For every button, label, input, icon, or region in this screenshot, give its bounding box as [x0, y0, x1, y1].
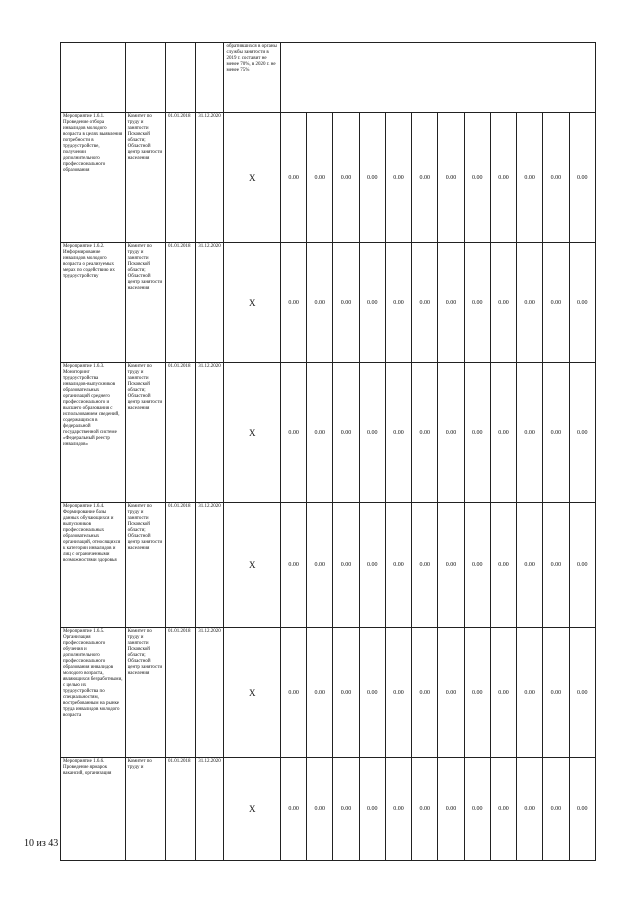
start-date: 01.01.2018 [165, 243, 195, 363]
funding-value: 0.00 [333, 503, 359, 628]
funding-value: 0.00 [569, 113, 595, 243]
funding-value: 0.00 [385, 243, 411, 363]
indicator-mark: Х [224, 503, 281, 628]
funding-value: 0.00 [569, 243, 595, 363]
funding-value: 0.00 [438, 628, 464, 758]
program-measures-table [60, 42, 596, 861]
funding-value: 0.00 [464, 243, 490, 363]
funding-value: 0.00 [359, 243, 385, 363]
indicator-mark: Х [224, 758, 281, 861]
cell-empty [61, 43, 126, 113]
funding-value: 0.00 [307, 113, 333, 243]
funding-value: 0.00 [490, 503, 516, 628]
funding-value: 0.00 [438, 243, 464, 363]
table-row [61, 363, 596, 503]
funding-value: 0.00 [333, 628, 359, 758]
end-date: 31.12.2020 [196, 113, 224, 243]
funding-value: 0.00 [385, 628, 411, 758]
funding-value: 0.00 [280, 628, 306, 758]
start-date: 01.01.2018 [165, 363, 195, 503]
funding-value: 0.00 [464, 363, 490, 503]
funding-value: 0.00 [333, 243, 359, 363]
funding-value: 0.00 [543, 363, 569, 503]
funding-value: 0.00 [490, 628, 516, 758]
end-date: 31.12.2020 [196, 503, 224, 628]
measure-name: Мероприятие 1.6.1. Проведение отбора инвалидов молодого возраста в целях выявления потребности в трудоустройстве, получении дополнительного профессионального образования [61, 113, 126, 243]
measure-name: Мероприятие 1.6.4. Формирование базы данных обучающихся и выпускников профессиональных образовательных организаций, относящихся к категории инвалидов и лиц с ограниченными возможностями здоровья [61, 503, 126, 628]
funding-value: 0.00 [464, 503, 490, 628]
indicator-mark: Х [224, 113, 281, 243]
funding-value: 0.00 [543, 758, 569, 861]
start-date: 01.01.2018 [165, 758, 195, 861]
funding-value: 0.00 [464, 628, 490, 758]
funding-value: 0.00 [385, 758, 411, 861]
funding-value: 0.00 [359, 503, 385, 628]
measure-name: Мероприятие 1.6.2. Информирование инвалидов молодого возраста о реализуемых мерах по содействию их трудоустройству [61, 243, 126, 363]
funding-value: 0.00 [438, 113, 464, 243]
measure-name: Мероприятие 1.6.3. Мониторинг трудоустройства инвалидов-выпускников образовательных организаций среднего профессионального и высшего образования с использованием сведений, содержащихся в федеральной государственной системе «Федеральный реестр инвалидов» [61, 363, 126, 503]
funding-value: 0.00 [543, 628, 569, 758]
funding-value: 0.00 [569, 363, 595, 503]
start-date: 01.01.2018 [165, 503, 195, 628]
funding-value: 0.00 [333, 363, 359, 503]
measure-name: Мероприятие 1.6.5. Организация профессионального обучения и дополнительного профессионального образования инвалидов молодого возраста, являющихся безработными, с целью их трудоустройства по специальностям, востребованным на рынке труда инвалидов молодого возраста [61, 628, 126, 758]
funding-value: 0.00 [307, 628, 333, 758]
funding-value: 0.00 [280, 243, 306, 363]
funding-value: 0.00 [307, 243, 333, 363]
funding-value: 0.00 [464, 758, 490, 861]
funding-value: 0.00 [307, 503, 333, 628]
indicator-continuation-text: обратившихся в органы службы занятости в 2019 г. составит не менее 70%, в 2020 г. не менее 75% [224, 43, 281, 113]
funding-value: 0.00 [464, 113, 490, 243]
funding-value: 0.00 [412, 758, 438, 861]
start-date: 01.01.2018 [165, 628, 195, 758]
funding-value: 0.00 [280, 363, 306, 503]
funding-value: 0.00 [359, 758, 385, 861]
table-row [61, 243, 596, 363]
funding-value: 0.00 [438, 503, 464, 628]
table-row [61, 758, 596, 861]
end-date: 31.12.2020 [196, 243, 224, 363]
funding-value: 0.00 [280, 758, 306, 861]
funding-value: 0.00 [490, 758, 516, 861]
funding-value: 0.00 [569, 628, 595, 758]
table-row-header-continuation [61, 43, 596, 113]
funding-value: 0.00 [517, 503, 543, 628]
funding-value: 0.00 [517, 758, 543, 861]
indicator-mark: Х [224, 363, 281, 503]
end-date: 31.12.2020 [196, 363, 224, 503]
funding-value: 0.00 [385, 363, 411, 503]
executor: Комитет по труду и занятости Псковской области; Областной центр занятости населения [125, 363, 165, 503]
funding-value: 0.00 [517, 243, 543, 363]
executor: Комитет по труду и занятости Псковской области; Областной центр занятости населения [125, 503, 165, 628]
funding-value: 0.00 [569, 758, 595, 861]
cell-empty [196, 43, 224, 113]
funding-value: 0.00 [412, 113, 438, 243]
funding-value: 0.00 [385, 503, 411, 628]
funding-value: 0.00 [543, 243, 569, 363]
cell-empty [280, 43, 595, 113]
funding-value: 0.00 [385, 113, 411, 243]
executor: Комитет по труду и занятости Псковской области; Областной центр занятости населения [125, 628, 165, 758]
end-date: 31.12.2020 [196, 628, 224, 758]
funding-value: 0.00 [543, 503, 569, 628]
funding-value: 0.00 [307, 758, 333, 861]
funding-value: 0.00 [438, 758, 464, 861]
executor: Комитет по труду и занятости Псковской области; Областной центр занятости населения [125, 243, 165, 363]
table-row [61, 628, 596, 758]
cell-empty [125, 43, 165, 113]
funding-value: 0.00 [438, 363, 464, 503]
cell-empty [165, 43, 195, 113]
funding-value: 0.00 [359, 113, 385, 243]
funding-value: 0.00 [490, 243, 516, 363]
funding-value: 0.00 [517, 363, 543, 503]
executor: Комитет по труду и занятости Псковской области; Областной центр занятости населения [125, 113, 165, 243]
funding-value: 0.00 [569, 503, 595, 628]
funding-value: 0.00 [543, 113, 569, 243]
funding-value: 0.00 [412, 243, 438, 363]
start-date: 01.01.2018 [165, 113, 195, 243]
funding-value: 0.00 [333, 113, 359, 243]
funding-value: 0.00 [412, 628, 438, 758]
page-number: 10 из 43 [24, 838, 59, 849]
funding-value: 0.00 [412, 503, 438, 628]
funding-value: 0.00 [517, 628, 543, 758]
funding-value: 0.00 [412, 363, 438, 503]
indicator-mark: Х [224, 628, 281, 758]
end-date: 31.12.2020 [196, 758, 224, 861]
indicator-mark: Х [224, 243, 281, 363]
funding-value: 0.00 [359, 628, 385, 758]
funding-value: 0.00 [359, 363, 385, 503]
funding-value: 0.00 [517, 113, 543, 243]
measure-name: Мероприятие 1.6.6. Проведение ярмарок вакансий, организация [61, 758, 126, 861]
funding-value: 0.00 [490, 363, 516, 503]
table-row [61, 503, 596, 628]
funding-value: 0.00 [490, 113, 516, 243]
funding-value: 0.00 [280, 113, 306, 243]
funding-value: 0.00 [280, 503, 306, 628]
funding-value: 0.00 [307, 363, 333, 503]
funding-value: 0.00 [333, 758, 359, 861]
table-row [61, 113, 596, 243]
executor: Комитет по труду и [125, 758, 165, 861]
